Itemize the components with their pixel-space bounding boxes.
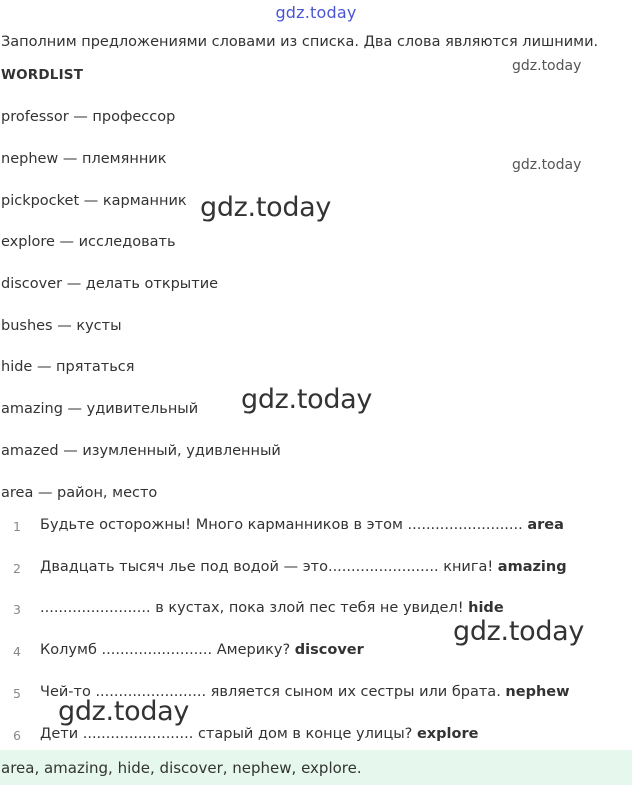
exercise-answer: amazing xyxy=(497,559,567,575)
watermark: gdz.today xyxy=(453,616,585,647)
exercise-number: 1 xyxy=(13,519,21,534)
wordlist-item: hide — прятаться xyxy=(1,359,135,375)
watermark: gdz.today xyxy=(200,192,332,223)
wordlist-item: discover — делать открытие xyxy=(1,276,219,292)
wordlist-item: explore — исследовать xyxy=(1,234,176,250)
exercise-answer: nephew xyxy=(505,684,570,700)
exercise-text: Колумб ........................ Америку? xyxy=(40,642,295,658)
exercise-text: Будьте осторожны! Много карманников в этом ......................... xyxy=(40,517,528,533)
exercise-number: 3 xyxy=(13,602,21,617)
exercise-answer: hide xyxy=(468,600,504,616)
exercise-number: 6 xyxy=(13,728,21,743)
task-instruction: Заполним предложениями словами из списка. Два слова являются лишними. xyxy=(1,34,599,50)
exercise-answer: explore xyxy=(416,726,479,742)
wordlist-item: bushes — кусты xyxy=(1,318,122,334)
wordlist-heading: WORDLIST xyxy=(1,67,84,83)
exercise-text: Дети ........................ старый дом в конце улицы? xyxy=(40,726,417,742)
watermark: gdz.today xyxy=(512,157,582,173)
site-logo[interactable]: gdz.today xyxy=(275,3,357,22)
exercise-number: 4 xyxy=(13,644,21,659)
exercise-number: 5 xyxy=(13,686,21,701)
watermark: gdz.today xyxy=(241,384,373,415)
wordlist-item: pickpocket — карманник xyxy=(1,193,187,209)
wordlist-item: area — район, место xyxy=(1,485,158,501)
watermark: gdz.today xyxy=(512,58,582,74)
exercise-text: ........................ в кустах, пока злой пес тебя не увидел! xyxy=(40,600,469,616)
exercise-text: Двадцать тысяч лье под водой — это........................ книга! xyxy=(40,559,498,575)
exercise-answer: area xyxy=(527,517,564,533)
watermark: gdz.today xyxy=(58,696,190,727)
wordlist-item: nephew — племянник xyxy=(1,151,167,167)
wordlist-item: amazing — удивительный xyxy=(1,401,199,417)
exercise-item xyxy=(8,517,608,537)
exercise-answer: discover xyxy=(294,642,364,658)
exercise-number: 2 xyxy=(13,561,21,576)
exercise-text: Чей-то ........................ является сыном их сестры или брата. xyxy=(40,684,506,700)
answer-line: area, amazing, hide, discover, nephew, explore. xyxy=(1,759,362,777)
exercise-item xyxy=(8,726,608,746)
wordlist-item: professor — профессор xyxy=(1,109,176,125)
exercise-item xyxy=(8,559,608,579)
wordlist-item: amazed — изумленный, удивленный xyxy=(1,443,281,459)
